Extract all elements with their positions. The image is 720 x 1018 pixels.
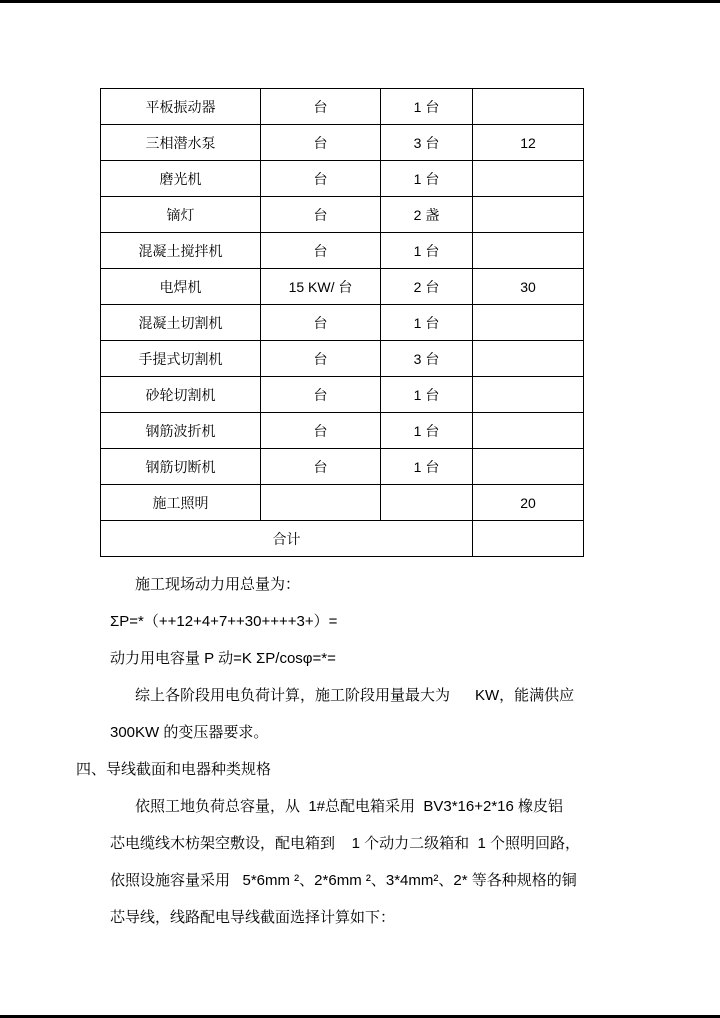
equipment-qty: 2 台: [381, 269, 473, 305]
total-label: 合计: [101, 521, 473, 557]
table-row: [101, 161, 584, 197]
table-row: [101, 125, 584, 161]
equipment-qty: 2 盏: [381, 197, 473, 233]
equipment-unit: 台: [261, 125, 381, 161]
equipment-name: 施工照明: [101, 485, 261, 521]
equipment-unit: 台: [261, 341, 381, 377]
table-row: [101, 305, 584, 341]
equipment-name: 平板振动器: [101, 89, 261, 125]
table-row: [101, 233, 584, 269]
equipment-unit: 台: [261, 449, 381, 485]
equipment-name: 钢筋波折机: [101, 413, 261, 449]
equipment-qty: 3 台: [381, 125, 473, 161]
equipment-power: [473, 341, 584, 377]
formula-line: 动力用电容量 P 动=K ΣP/cosφ=*=: [110, 650, 336, 667]
para-line: 依照设施容量采用 5*6mm ²、2*6mm ²、3*4mm²、2* 等各种规格的铜: [110, 872, 577, 889]
table-row: [101, 449, 584, 485]
table-row: [101, 269, 584, 305]
para-line: 综上各阶段用电负荷计算，施工阶段用量最大为 KW，能满供应: [135, 687, 575, 704]
equipment-power: [473, 161, 584, 197]
equipment-table: [100, 88, 584, 557]
equipment-qty: 1 台: [381, 377, 473, 413]
equipment-power: [473, 197, 584, 233]
table-row: [101, 89, 584, 125]
equipment-name: 混凝土切割机: [101, 305, 261, 341]
equipment-unit: 台: [261, 89, 381, 125]
equipment-name: 三相潜水泵: [101, 125, 261, 161]
section-heading: 四、导线截面和电器种类规格: [76, 761, 272, 778]
equipment-power: 12: [473, 125, 584, 161]
equipment-name: 手提式切割机: [101, 341, 261, 377]
equipment-unit: 台: [261, 377, 381, 413]
para-line: 依照工地负荷总容量，从 1#总配电箱采用 BV3*16+2*16 橡皮铝: [135, 798, 564, 815]
table-row: [101, 197, 584, 233]
para-line: 300KW 的变压器要求。: [110, 724, 269, 741]
equipment-name: 钢筋切断机: [101, 449, 261, 485]
equipment-qty: 1 台: [381, 413, 473, 449]
formula-line: ΣP=*（++12+4+7++30++++3+）=: [110, 613, 338, 630]
equipment-power: [473, 413, 584, 449]
equipment-power: [473, 449, 584, 485]
equipment-qty: 1 台: [381, 449, 473, 485]
table-row: [101, 377, 584, 413]
table-row: [101, 485, 584, 521]
equipment-power: [473, 233, 584, 269]
table-row: [101, 341, 584, 377]
equipment-qty: 1 台: [381, 89, 473, 125]
table-row: [101, 413, 584, 449]
equipment-unit: 台: [261, 305, 381, 341]
equipment-power: [473, 89, 584, 125]
equipment-unit: 15 KW/ 台: [261, 269, 381, 305]
equipment-name: 镝灯: [101, 197, 261, 233]
equipment-name: 混凝土搅拌机: [101, 233, 261, 269]
para-line: 芯电缆线木枋架空敷设，配电箱到 1 个动力二级箱和 1 个照明回路，: [110, 835, 581, 852]
equipment-unit: 台: [261, 197, 381, 233]
equipment-power: 20: [473, 485, 584, 521]
equipment-power: 30: [473, 269, 584, 305]
equipment-unit: 台: [261, 161, 381, 197]
body-text: [76, 566, 720, 936]
para-line: 芯导线，线路配电导线截面选择计算如下：: [110, 909, 396, 926]
para-line: 施工现场动力用总量为：: [135, 576, 301, 593]
equipment-power: [473, 377, 584, 413]
equipment-qty: 1 台: [381, 233, 473, 269]
equipment-power: [473, 305, 584, 341]
equipment-unit: 台: [261, 413, 381, 449]
equipment-name: 电焊机: [101, 269, 261, 305]
equipment-qty: 1 台: [381, 305, 473, 341]
equipment-qty: 1 台: [381, 161, 473, 197]
equipment-unit: [261, 485, 381, 521]
page-edge-top: [0, 0, 720, 3]
table-total-row: [101, 521, 584, 557]
equipment-name: 磨光机: [101, 161, 261, 197]
equipment-qty: [381, 485, 473, 521]
equipment-unit: 台: [261, 233, 381, 269]
equipment-name: 砂轮切割机: [101, 377, 261, 413]
total-power: [473, 521, 584, 557]
equipment-qty: 3 台: [381, 341, 473, 377]
